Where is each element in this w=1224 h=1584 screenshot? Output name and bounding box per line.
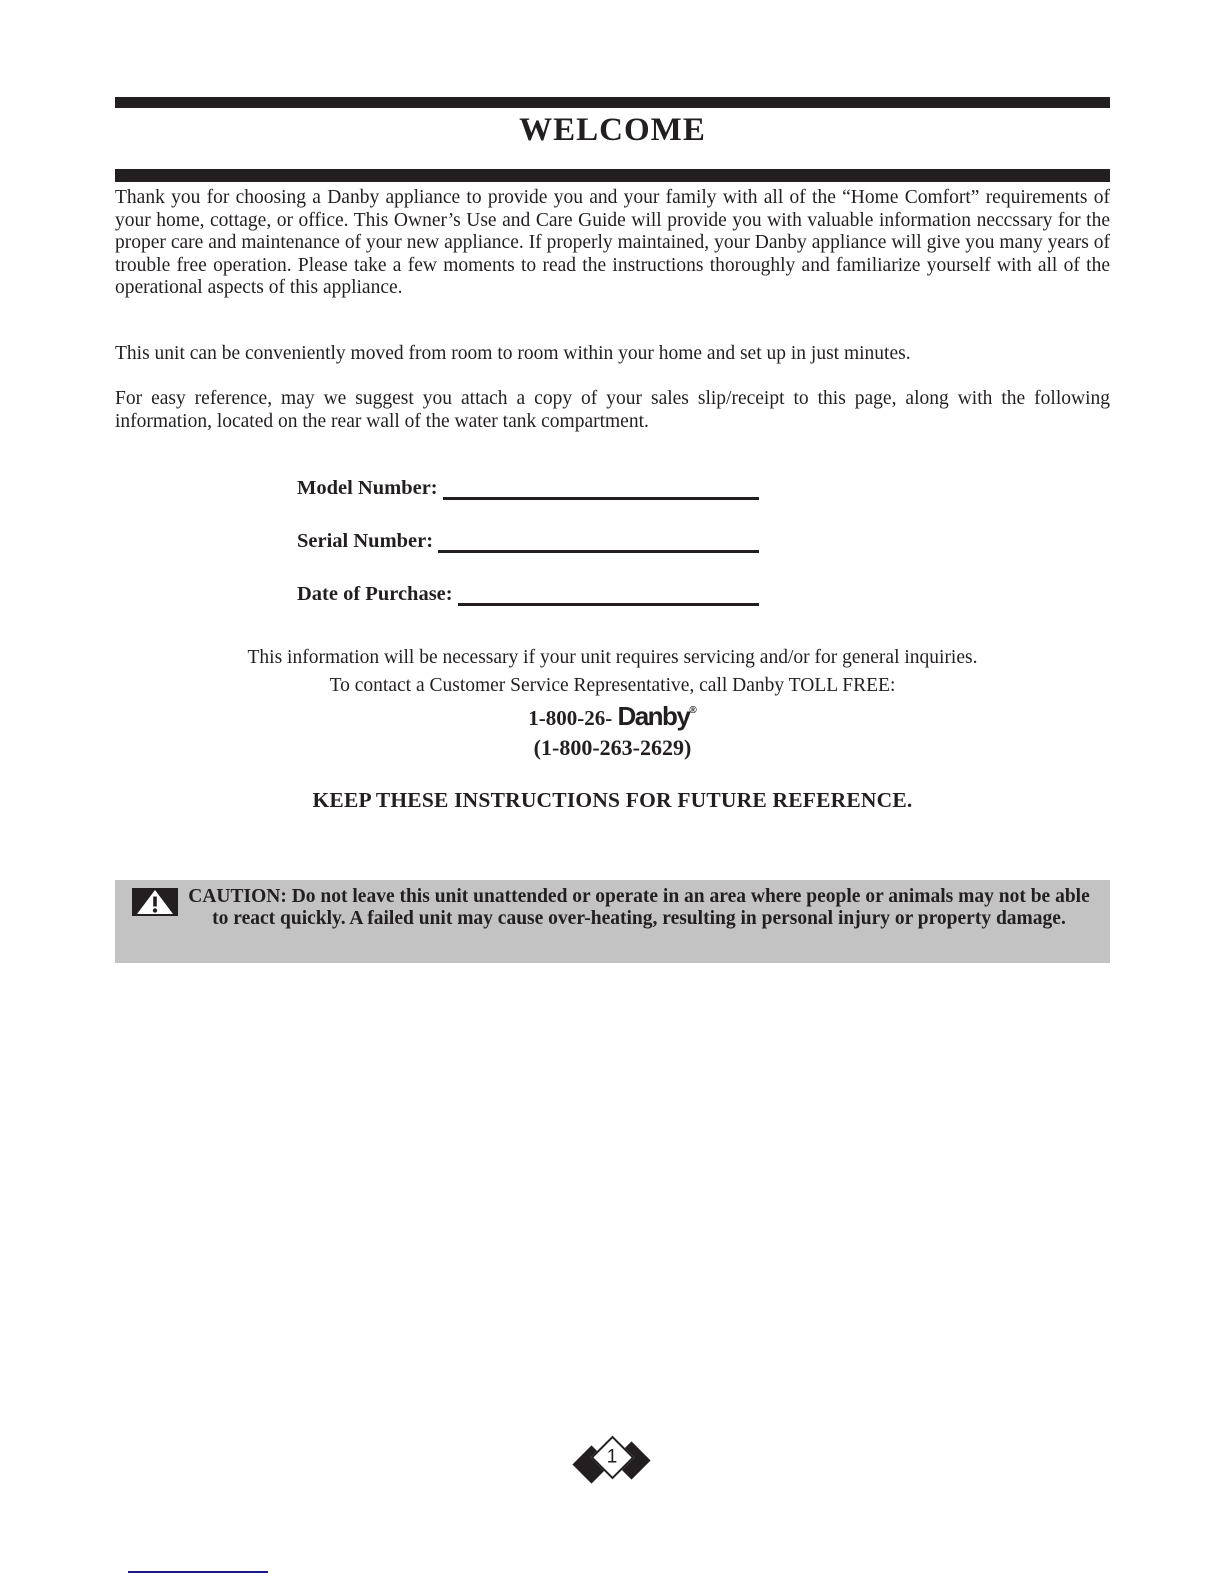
- title-divider-bar: [115, 169, 1110, 182]
- page-number: 1: [607, 1446, 618, 1468]
- caution-box: [115, 880, 1110, 963]
- toll-free-number-full: (1-800-263-2629): [533, 735, 692, 760]
- phone-prefix: 1-800-26-: [528, 706, 613, 730]
- model-number-row: [297, 474, 759, 501]
- serial-number-label: Serial Number:: [297, 530, 434, 552]
- serial-number-blank-line: [438, 550, 759, 553]
- date-of-purchase-label: Date of Purchase:: [297, 583, 453, 605]
- page-number-marker: [572, 1437, 656, 1491]
- date-of-purchase-row: [297, 580, 759, 607]
- registered-trademark-symbol: ®: [689, 705, 697, 716]
- footer-blue-line: [128, 1571, 268, 1573]
- service-info-line-2: To contact a Customer Service Representative, call Danby TOLL FREE:: [329, 675, 896, 696]
- model-number-label: Model Number:: [297, 477, 438, 499]
- top-divider-bar: [115, 97, 1110, 108]
- page-title: WELCOME: [519, 112, 706, 148]
- service-info-line-1: This information will be necessary if your unit requires servicing and/or for general inquiries.: [247, 647, 978, 668]
- caution-text-block: [129, 886, 1098, 930]
- date-of-purchase-blank-line: [458, 603, 759, 606]
- serial-number-row: [297, 527, 759, 554]
- warning-triangle-icon: [132, 888, 178, 916]
- toll-free-number-line: [115, 701, 1110, 732]
- intro-paragraph-2: This unit can be conveniently moved from room to room within your home and set up in just minutes.: [115, 343, 911, 364]
- intro-paragraph-1: Thank you for choosing a Danby appliance to provide you and your family with all of the “Home Comfort” requirements of your home, cottage, or office. This Owner’s Use and Care Guide will provide you with valuable information neccssary for the proper care and maintenance of your new appliance. If properly maintained, your Danby appliance will give you many years of trouble free operation. Please take a few moments to read the instructions thoroughly and familiarize yourself with all of the operational aspects of this appliance.: [115, 187, 1110, 299]
- model-number-blank-line: [443, 497, 759, 500]
- caution-text: CAUTION: Do not leave this unit unattended or operate in an area where people or animals may not be able to react quickly. A failed unit may cause over-heating, resulting in personal injury or property damage.: [188, 886, 1090, 929]
- keep-instructions-notice: KEEP THESE INSTRUCTIONS FOR FUTURE REFERENCE.: [312, 788, 913, 812]
- danby-logo: Danby: [617, 701, 690, 731]
- intro-paragraph-3: For easy reference, may we suggest you attach a copy of your sales slip/receipt to this page, along with the following information, located on the rear wall of the water tank compartment.: [115, 388, 1110, 432]
